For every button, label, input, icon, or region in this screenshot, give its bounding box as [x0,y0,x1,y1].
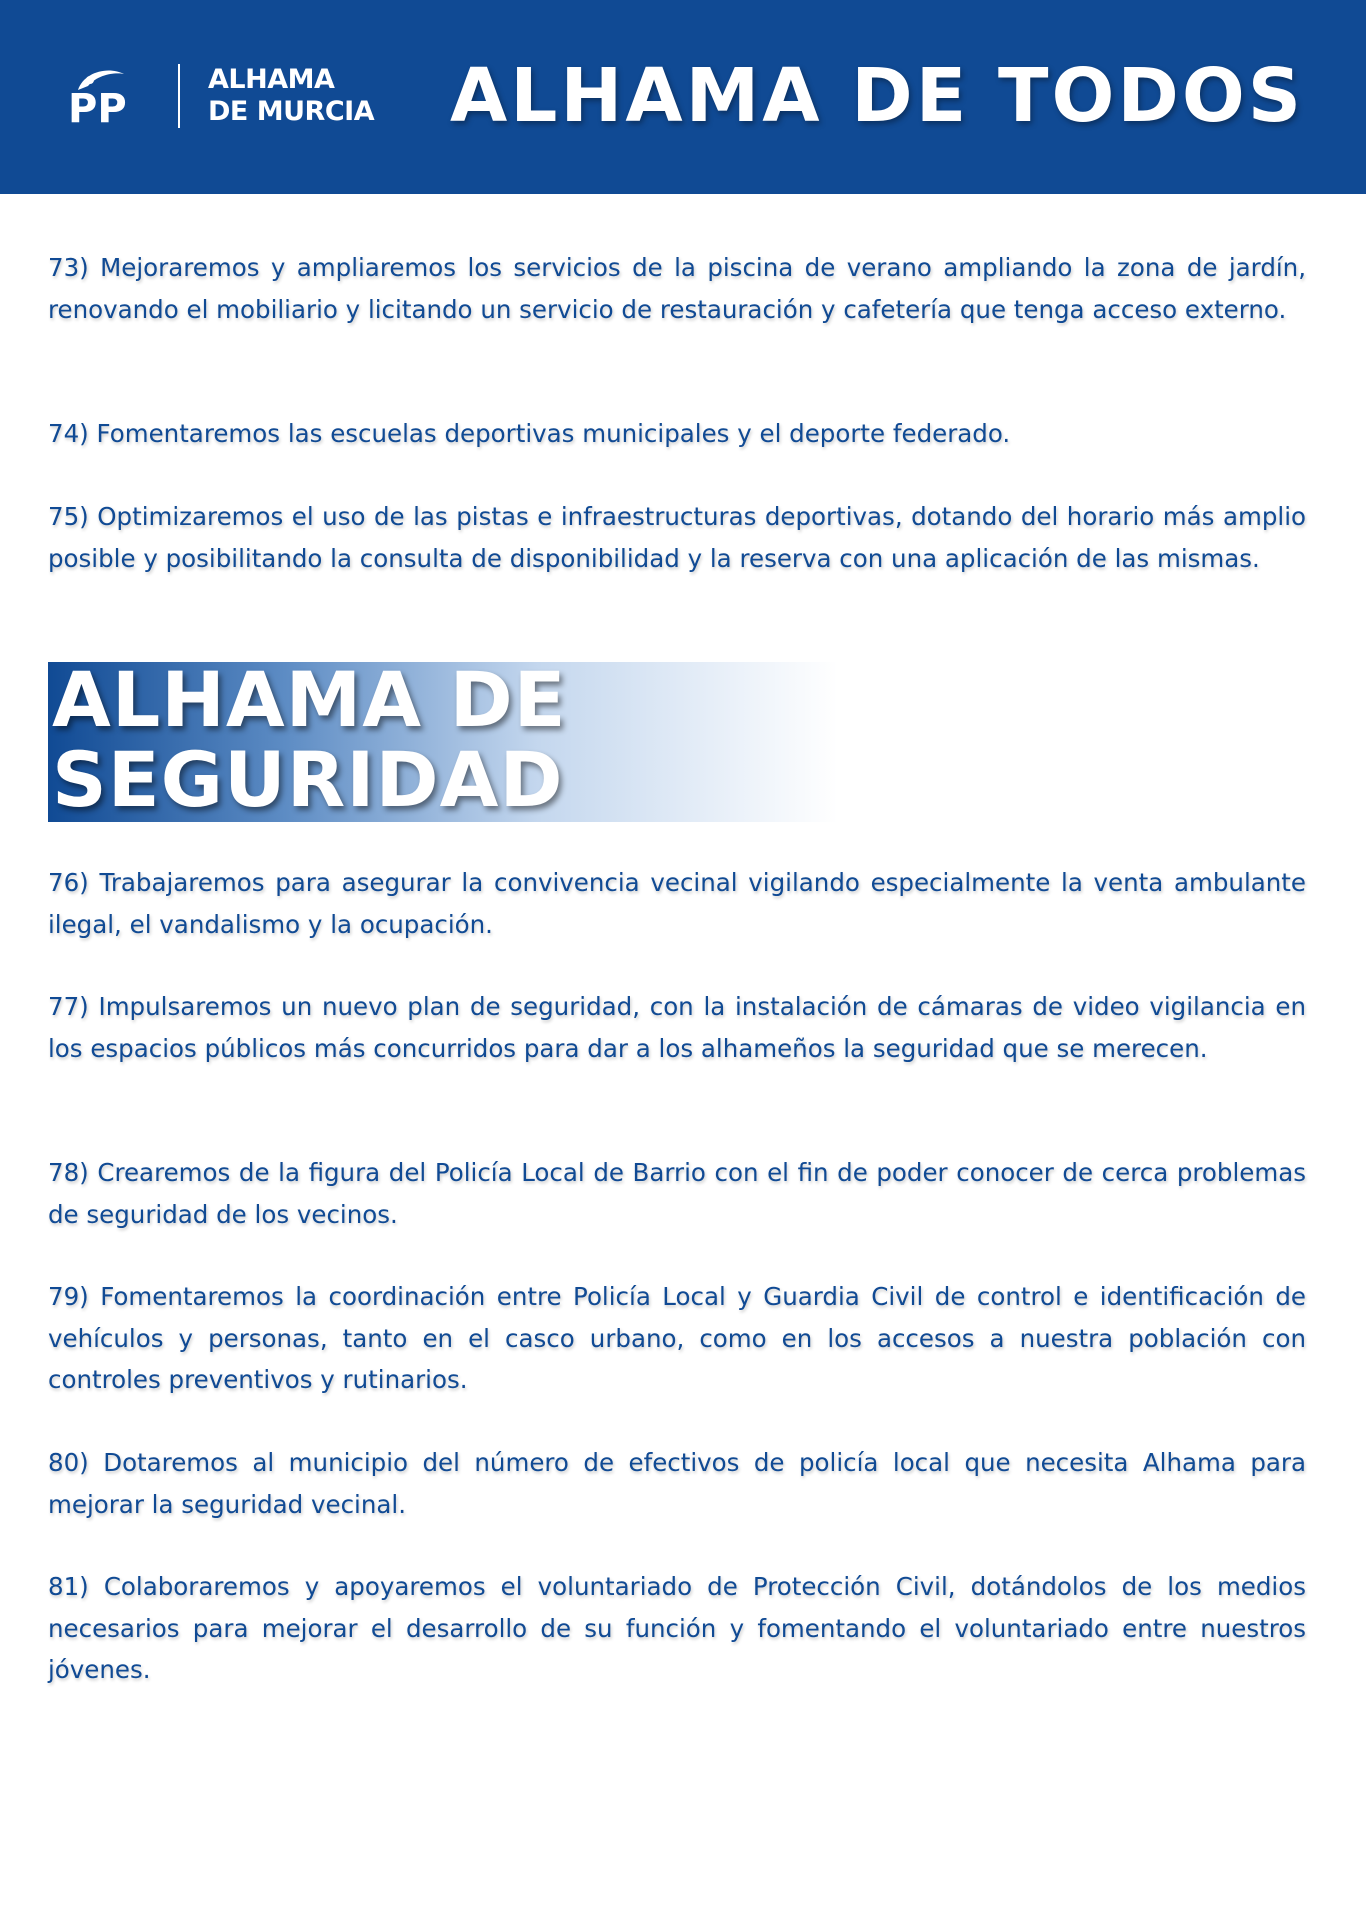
section-heading [52,655,567,824]
pp-logo-icon [64,64,156,128]
item-81: 81) Colaboraremos y apoyaremos el voluntariado de Protección Civil, dotándolos de los medios necesarios para mejorar el desarrollo de su función y fomentando el voluntariado entre nuestros jóvenes. [48,1572,1306,1684]
item-77: 77) Impulsaremos un nuevo plan de seguridad, con la instalación de cámaras de video vigilancia en los espacios públicos más concurridos para dar a los alhameños la seguridad que se merecen. [48,992,1306,1063]
item-80: 80) Dotaremos al municipio del número de efectivos de policía local que necesita Alhama para mejorar la seguridad vecinal. [48,1448,1306,1519]
header-banner [0,0,1366,194]
item-75: 75) Optimizaremos el uso de las pistas e infraestructuras deportivas, dotando del horario más amplio posible y posibilitando la consulta de disponibilidad y la reserva con una aplicación de las mismas. [48,502,1306,573]
logo-line-1: ALHAMA [208,64,335,95]
item-79: 79) Fomentaremos la coordinación entre Policía Local y Guardia Civil de control e identificación de vehículos y personas, tanto en el casco urbano, como en los accesos a nuestra población con controles preventivos y rutinarios. [48,1282,1306,1394]
item-74: 74) Fomentaremos las escuelas deportivas municipales y el deporte federado. [48,419,1011,448]
logo-divider [178,64,180,128]
party-logo [64,60,374,132]
section-heading-line-1: ALHAMA DE [52,655,567,744]
item-73: 73) Mejoraremos y ampliaremos los servicios de la piscina de verano ampliando la zona de jardín, renovando el mobiliario y licitando un servicio de restauración y cafetería que tenga acceso externo. [48,253,1306,324]
item-76: 76) Trabajaremos para asegurar la convivencia vecinal vigilando especialmente la venta ambulante ilegal, el vandalismo y la ocupación. [48,868,1306,939]
logo-mark-text: PP [68,86,127,128]
logo-line-2: DE MURCIA [208,96,375,127]
section-heading-line-2: SEGURIDAD [52,735,564,824]
header-title: ALHAMA DE TODOS [450,53,1305,139]
logo-text [208,64,374,128]
item-78: 78) Crearemos de la figura del Policía Local de Barrio con el fin de poder conocer de cerca problemas de seguridad de los vecinos. [48,1158,1306,1229]
